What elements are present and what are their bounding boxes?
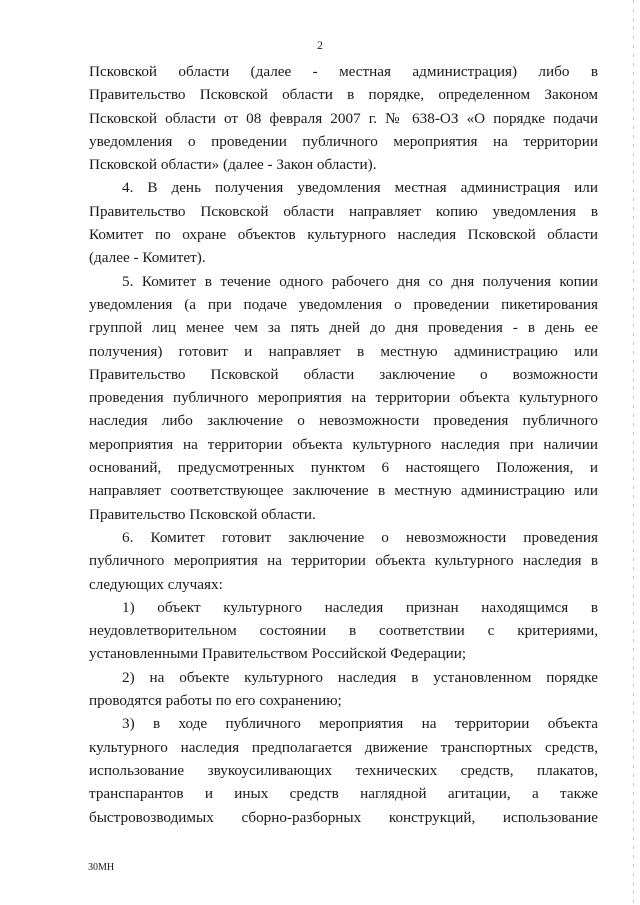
paragraph-4 [89, 176, 598, 269]
text-line: проводятся работы по его сохранению; [89, 692, 342, 710]
text-line: Правительство Псковской области. [89, 505, 316, 523]
text-line: транспарантов и иных средств наглядной агитации, а также [89, 785, 598, 803]
text-line: Правительство Псковской области в порядке, определенном Законом [89, 86, 598, 104]
text-line: использование звукоусиливающих технических средств, плакатов, [89, 761, 598, 779]
list-item-6-1 [89, 596, 598, 666]
footer-code: 30МН [88, 862, 115, 873]
text-line: получения) готовит и направляет в местную администрацию или [89, 342, 598, 360]
text-line: 2) на объекте культурного наследия в установленном порядке [122, 668, 598, 686]
page-number: 2 [317, 38, 323, 52]
text-line: Правительство Псковской области направляет копию уведомления в [89, 202, 598, 220]
text-line: (далее - Комитет). [89, 249, 206, 267]
text-line: проведения публичного мероприятия на территории объекта культурного [89, 389, 598, 407]
paragraph-5 [89, 270, 598, 526]
text-line: 6. Комитет готовит заключение о невозможности проведения [122, 528, 598, 546]
paragraph-3-continued [89, 60, 598, 176]
text-line: неудовлетворительном состоянии в соответствии с критериями, [89, 622, 598, 640]
text-line: оснований, предусмотренных пунктом 6 настоящего Положения, и [89, 459, 598, 477]
text-line: уведомления (а при подаче уведомления о проведении пикетирования [89, 295, 598, 313]
text-line: 5. Комитет в течение одного рабочего дня со дня получения копии [122, 272, 598, 290]
text-line: быстровозводимых сборно-разборных конструкций, использование [89, 808, 598, 826]
text-line: мероприятия на территории объекта культурного наследия при наличии [89, 435, 598, 453]
text-line: Псковской области (далее - местная администрация) либо в [89, 63, 598, 80]
text-line: Комитет по охране объектов культурного наследия Псковской области [89, 226, 598, 244]
document-body [89, 60, 598, 829]
text-line: наследия либо заключение о невозможности проведения публичного [89, 412, 598, 430]
text-line: группой лиц менее чем за пять дней до дня проведения - в день ее [89, 319, 598, 337]
text-line: культурного наследия предполагается движение транспортных средств, [89, 738, 598, 756]
text-line: 4. В день получения уведомления местная администрация или [122, 179, 598, 197]
list-item-6-3 [89, 712, 598, 828]
text-line: установленными Правительством Российской Федерации; [89, 645, 467, 663]
text-line: 1) объект культурного наследия признан находящимся в [122, 598, 598, 616]
text-line: уведомления о проведении публичного мероприятия на территории [89, 132, 598, 150]
text-line: Правительство Псковской области заключение о возможности [89, 365, 598, 383]
text-line: следующих случаях: [89, 575, 223, 593]
list-item-6-2 [89, 666, 598, 713]
text-line: направляет соответствующее заключение в местную администрацию или [89, 482, 598, 500]
text-line: публичного мероприятия на территории объекта культурного наследия в [89, 552, 598, 570]
scan-edge-mark [633, 0, 634, 905]
paragraph-6 [89, 526, 598, 596]
text-line: Псковской области» (далее - Закон области). [89, 156, 377, 174]
text-line: Псковской области от 08 февраля 2007 г. № 638-ОЗ «О порядке подачи [89, 109, 598, 127]
text-line: 3) в ходе публичного мероприятия на территории объекта [122, 715, 598, 733]
